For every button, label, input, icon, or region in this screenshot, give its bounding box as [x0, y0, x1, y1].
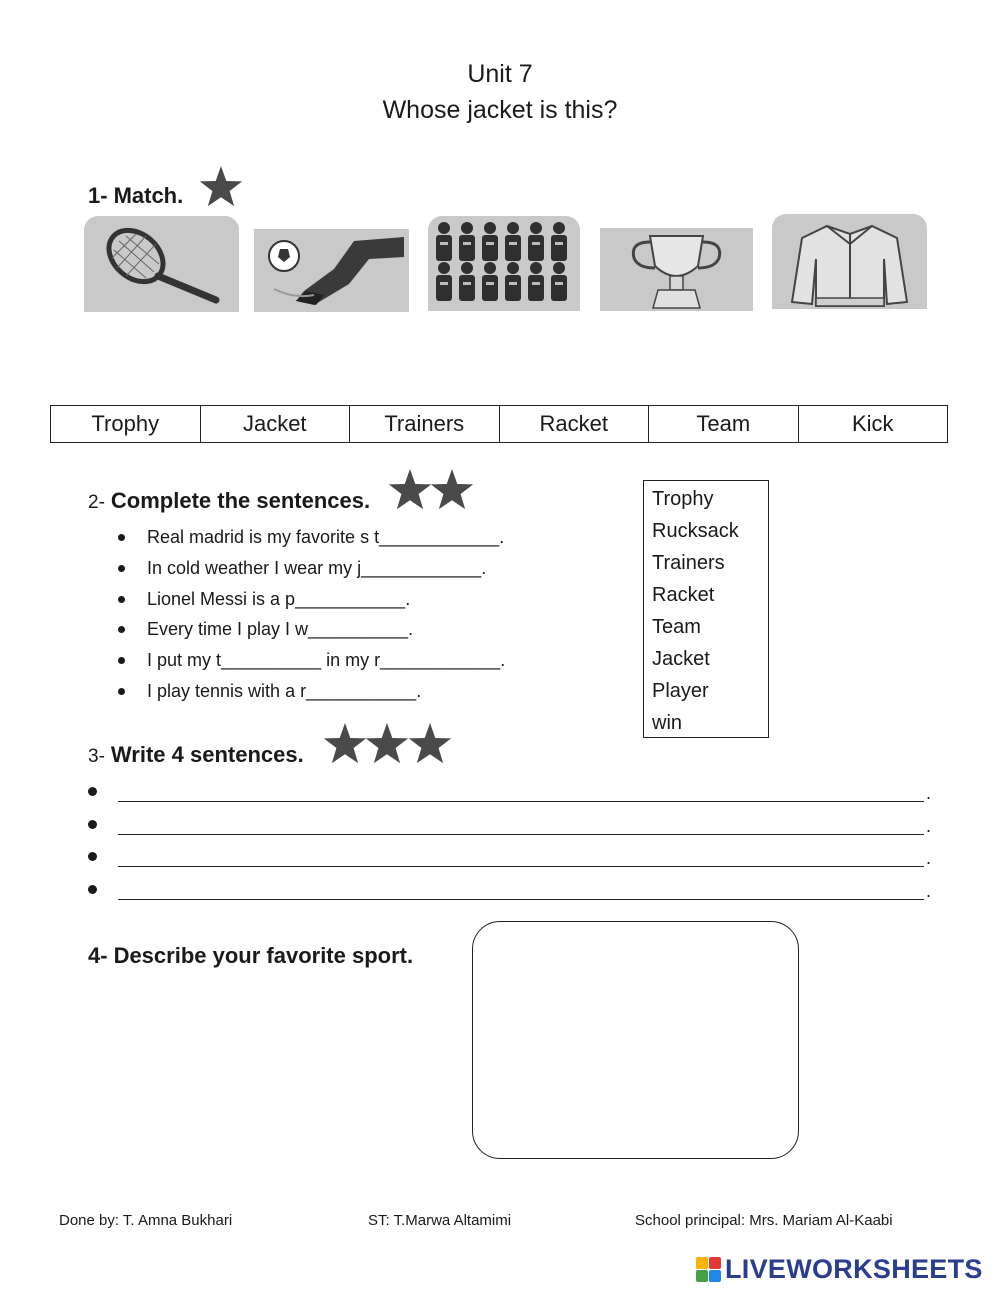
star-icon — [323, 723, 367, 765]
section-4-label: Describe your favorite sport. — [113, 943, 414, 968]
match-word-cell[interactable]: Trainers — [350, 406, 500, 442]
section-2-stars — [388, 469, 468, 516]
match-word-cell[interactable]: Kick — [851, 411, 894, 436]
sentence-item[interactable]: Lionel Messi is a p___________. — [118, 584, 505, 615]
liveworksheets-logo[interactable] — [696, 1254, 983, 1285]
write-line[interactable] — [88, 875, 933, 908]
unit-number: Unit 7 — [467, 60, 533, 88]
brand-name: LIVEWORKSHEETS — [725, 1254, 983, 1284]
jacket-icon — [772, 214, 927, 309]
sentence-item[interactable]: Real madrid is my favorite s t____________. — [118, 522, 505, 553]
picture-jacket — [772, 214, 927, 309]
section-2-number: 2- — [88, 492, 105, 513]
line-end: . — [926, 880, 932, 901]
star-icon — [430, 469, 474, 511]
picture-kick — [254, 229, 409, 312]
write-line[interactable] — [88, 777, 933, 810]
write-line[interactable] — [88, 842, 933, 875]
sentence-list — [118, 522, 505, 707]
star-icon — [408, 723, 452, 765]
team-icon — [428, 216, 580, 311]
word-bank-item: Rucksack — [652, 520, 739, 542]
write-line[interactable] — [88, 810, 933, 843]
section-4-number: 4- — [88, 943, 108, 968]
worksheet-title: Whose jacket is this? — [382, 96, 618, 124]
footer-principal: School principal: Mrs. Mariam Al-Kaabi — [635, 1212, 893, 1229]
star-icon — [365, 723, 409, 765]
picture-team — [428, 216, 580, 311]
sentence-item[interactable]: I put my t__________ in my r____________. — [118, 645, 505, 676]
word-bank-item: Trophy — [652, 488, 714, 510]
section-2-label: Complete the sentences. — [110, 488, 371, 513]
match-word-cell[interactable]: Trophy — [51, 406, 201, 442]
word-bank-item: Jacket — [652, 648, 710, 670]
match-word-cell[interactable]: Racket — [500, 406, 650, 442]
sentence-item[interactable]: In cold weather I wear my j____________. — [118, 553, 505, 584]
tennis-racket-icon — [84, 216, 239, 312]
line-end: . — [926, 783, 932, 803]
section-4-heading — [88, 943, 413, 969]
sentence-item[interactable]: I play tennis with a r___________. — [118, 676, 505, 707]
sentence-item[interactable]: Every time I play I w__________. — [118, 614, 505, 645]
bullet-icon — [88, 852, 97, 861]
section-3-number: 3- — [88, 746, 105, 767]
picture-tennis-racket — [84, 216, 239, 312]
describe-answer-box[interactable] — [472, 921, 799, 1159]
section-1-stars — [199, 166, 237, 213]
trophy-icon — [600, 228, 753, 311]
line-end: . — [926, 848, 932, 868]
match-word-cell[interactable]: Team — [649, 406, 799, 442]
kick-icon — [254, 229, 409, 312]
word-bank-item: Team — [652, 616, 701, 638]
section-3-stars — [323, 723, 446, 770]
line-end: . — [926, 815, 932, 836]
bullet-icon — [88, 885, 97, 894]
match-word-cell[interactable]: Jacket — [201, 406, 351, 442]
logo-blocks-icon — [696, 1257, 721, 1282]
section-1-number: 1- — [88, 183, 108, 208]
match-word-table — [50, 405, 948, 443]
section-3-label: Write 4 sentences. — [110, 742, 304, 767]
word-bank-item: Racket — [652, 584, 715, 606]
footer-st: ST: T.Marwa Altamimi — [368, 1212, 512, 1229]
star-icon — [199, 166, 243, 208]
picture-trophy — [600, 228, 753, 311]
section-1-heading — [88, 183, 183, 209]
word-bank-item: Trainers — [652, 552, 725, 574]
section-2-heading — [88, 488, 370, 514]
bullet-icon — [88, 787, 97, 796]
word-bank-item: Player — [652, 680, 709, 702]
write-lines — [88, 777, 933, 907]
word-bank — [643, 480, 769, 738]
section-1-label: Match. — [113, 183, 184, 208]
star-icon — [388, 469, 432, 511]
bullet-icon — [88, 820, 97, 829]
word-bank-item: win — [652, 712, 683, 734]
footer-done-by: Done by: T. Amna Bukhari — [59, 1212, 233, 1229]
section-3-heading — [88, 742, 304, 768]
